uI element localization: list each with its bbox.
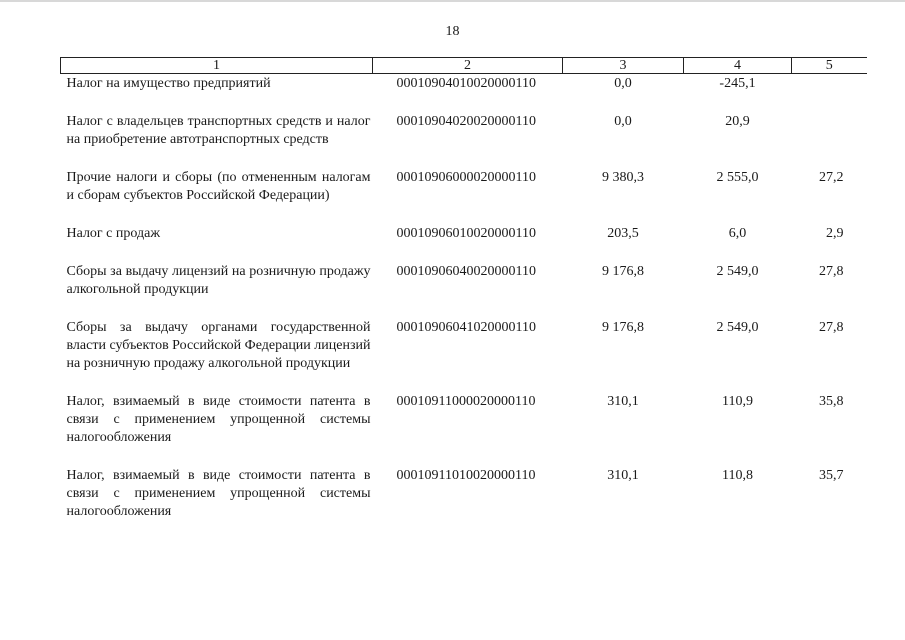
row-col4: 6,0	[728, 226, 747, 241]
row-name: Прочие налоги и сборы (по отмененным налогам и сборам субъектов Российской Федерации)	[66, 170, 371, 203]
column-header-5: 5	[792, 58, 867, 74]
row-name: Налог, взимаемый в виде стоимости патента в связи с применением упрощенной системы налогообложения	[66, 468, 371, 519]
row-code: 00010906040020000110	[396, 264, 536, 279]
column-header-3: 3	[563, 58, 684, 74]
table-row	[61, 467, 867, 541]
row-col5: 35,8	[819, 394, 844, 409]
row-col4: 20,9	[725, 114, 750, 129]
row-col5: 27,8	[819, 320, 844, 335]
row-col3: 203,5	[607, 226, 639, 241]
row-code: 00010904010020000110	[396, 76, 536, 91]
row-col4: 110,9	[722, 394, 753, 409]
row-col4: 2 555,0	[716, 170, 759, 185]
table-header	[61, 58, 867, 74]
column-header-4: 4	[684, 58, 792, 74]
budget-table	[60, 57, 867, 541]
row-col5: 27,2	[819, 170, 844, 185]
column-header-2: 2	[373, 58, 563, 74]
row-name: Налог на имущество предприятий	[66, 76, 271, 91]
row-code: 00010911010020000110	[396, 468, 536, 483]
row-col5	[792, 113, 867, 169]
row-name: Налог, взимаемый в виде стоимости патента в связи с применением упрощенной системы налогообложения	[66, 394, 371, 445]
page-number: 18	[445, 24, 460, 39]
table-row	[61, 169, 867, 225]
header-row	[61, 58, 867, 74]
table-row	[61, 393, 867, 467]
row-col5: 2,9	[826, 226, 844, 241]
row-col3: 9 176,8	[602, 264, 644, 279]
row-col5: 35,7	[819, 468, 844, 483]
row-code: 00010904020020000110	[396, 114, 536, 129]
row-col5	[792, 74, 867, 114]
row-code: 00010906041020000110	[396, 320, 536, 335]
table-row	[61, 263, 867, 319]
row-name: Налог с владельцев транспортных средств и налог на приобретение автотранспортных средств	[66, 114, 371, 147]
row-col4: 2 549,0	[716, 264, 759, 279]
row-name: Сборы за выдачу органами государственной власти субъектов Российской Федерации лицензий на розничную продажу алкогольной продукции	[66, 320, 371, 371]
row-col4: -245,1	[719, 76, 756, 91]
row-col4: 110,8	[722, 468, 753, 483]
table-row	[61, 225, 867, 263]
table-body	[61, 74, 867, 542]
row-col3: 9 176,8	[602, 320, 644, 335]
column-header-1: 1	[61, 58, 373, 74]
row-col3: 9 380,3	[602, 170, 644, 185]
row-col3: 0,0	[614, 114, 632, 129]
row-code: 00010911000020000110	[396, 394, 536, 409]
row-col4: 2 549,0	[716, 320, 759, 335]
scan-edge-line	[0, 0, 905, 2]
row-name: Налог с продаж	[66, 226, 160, 241]
table-row	[61, 113, 867, 169]
row-col3: 0,0	[614, 76, 632, 91]
row-col3: 310,1	[607, 394, 639, 409]
row-col3: 310,1	[607, 468, 639, 483]
row-code: 00010906000020000110	[396, 170, 536, 185]
table-row	[61, 319, 867, 393]
row-name: Сборы за выдачу лицензий на розничную продажу алкогольной продукции	[66, 264, 371, 297]
table-row	[61, 74, 867, 114]
row-code: 00010906010020000110	[396, 226, 536, 241]
row-col5: 27,8	[819, 264, 844, 279]
